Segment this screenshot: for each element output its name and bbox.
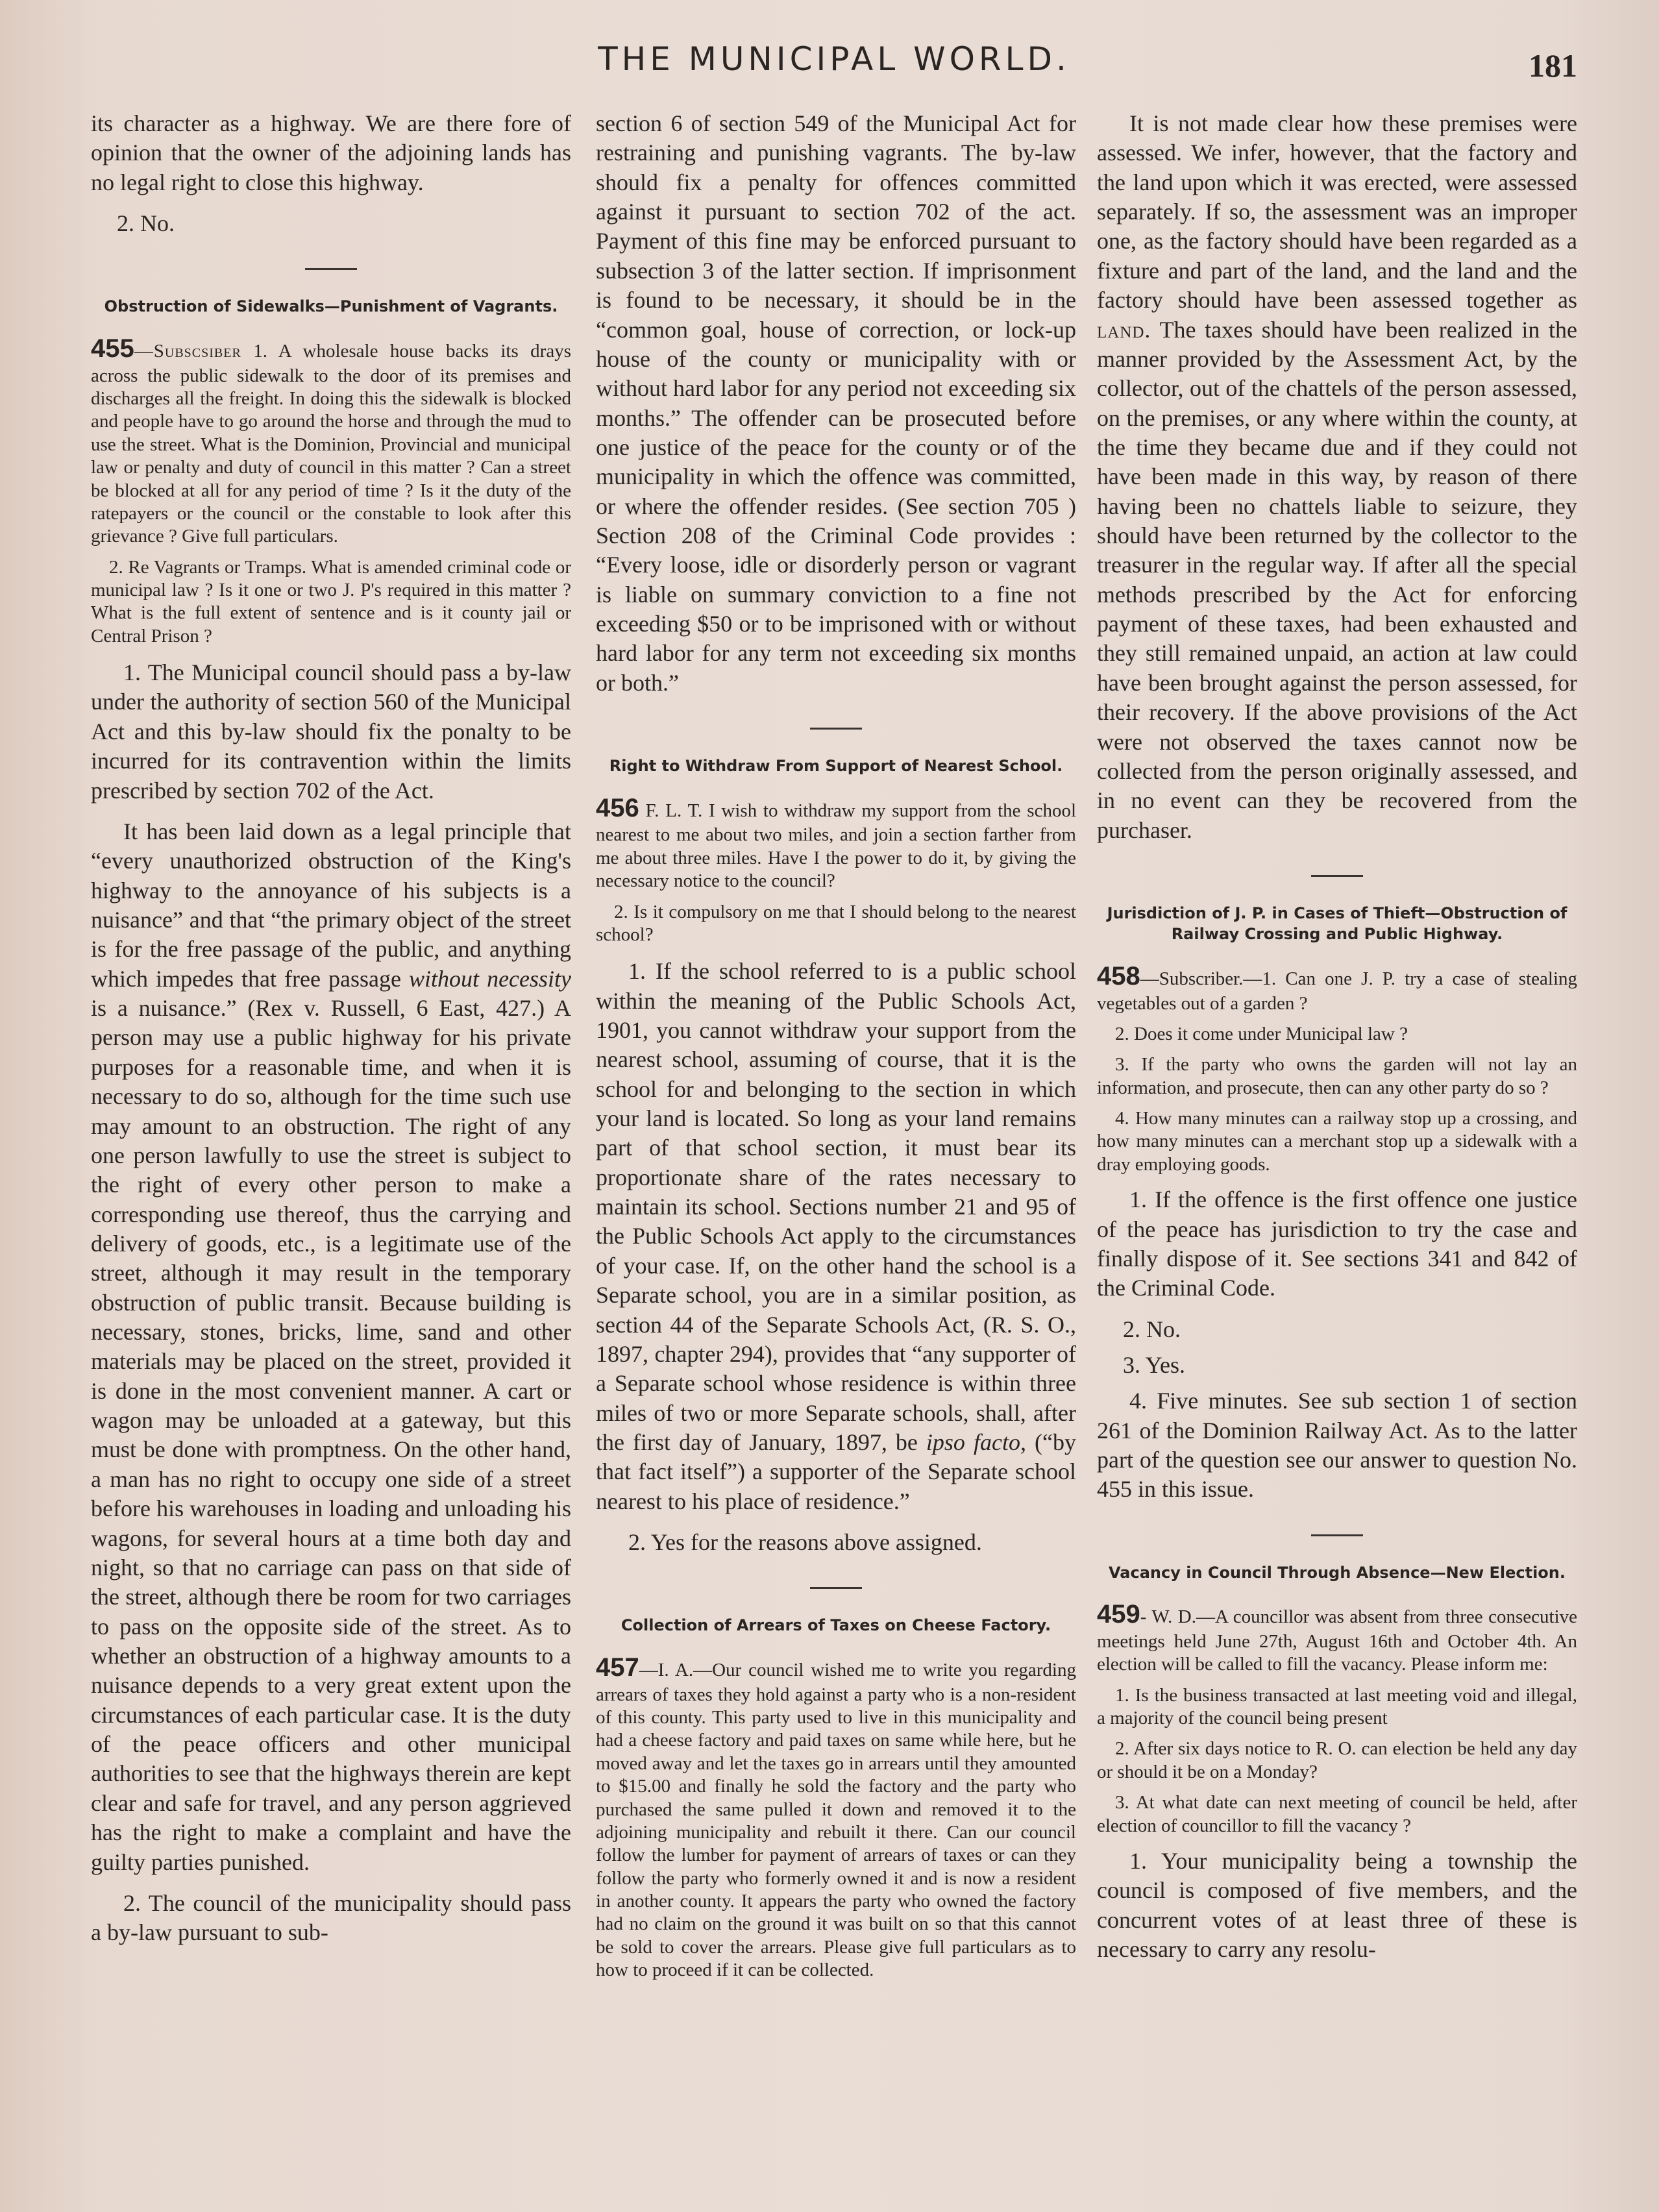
question-458-part-3: 3. If the party who owns the garden will not lay an information, and prosecute, then can any other party do so ? <box>1097 1054 1577 1098</box>
emphasis-text: without necessity <box>409 965 572 992</box>
answer-455-1: 1. The Municipal council should pass a by-law under the authority of section 560 of the Municipal Act and this by-law should fix the ponalty to be incurred for its contravention within the limits prescribed by section 702 of the Act. <box>91 659 571 804</box>
question-459-part-2: 1. Is the business transacted at last meeting void and illegal, a majority of the council being present <box>1097 1684 1577 1729</box>
answer-458-1: 1. If the offence is the first offence one justice of the peace has jurisdiction to try the case and finally dispose of it. See sections 341 and 842 of the Criminal Code. <box>1097 1186 1577 1301</box>
question-text: 1. A wholesale house backs its drays across the public sidewalk to the door of its premises and discharges all the freight. In doing this the sidewalk is blocked and people have to go around the horse and through the mud to use the street. What is the Dominion, Provincial and municipal law or penalty and duty of council in this matter ? Can a street be blocked at all for any period of time ? Is it the duty of the ratepayers or the council or the constable to look after this grievance ? Give full particulars. <box>91 340 571 547</box>
running-head <box>91 40 1577 92</box>
column-1 <box>91 109 571 1948</box>
column-3 <box>1097 109 1577 1964</box>
answer-item: 2. No. <box>117 210 175 237</box>
answer-text: is a nuisance.” (Rex v. Russell, 6 East, 427.) A person may use a public highway for his private purposes for a reasonable time, and when it is necessary to do so, although for the time such use may amount to an obstruction. The right of any one person lawfully to use the street is subject to the right of every other person to make a corresponding use thereof, thus the carrying and delivery of goods, etc., is a legitimate use of the street, although it may result in the temporary obstruction of public transit. Because building is necessary, stones, bricks, lime, sand and other materials may be placed on the street, provided it is done in the most convenient manner. A cart or wagon may be unloaded at a gateway, but this must be done with promptness. On the other hand, a man has no right to occupy one side of a street before his warehouses in loading and unloading his wagons, for several hours at a time both day and night, so that no carriage can pass on that side of the street, although there be room for two carriages to pass on the opposite side of the street. As to whether an obstruction of a highway amounts to a nuisance depends to a very great extent upon the circumstances of each particular case. It is the duty of the peace officers and other municipal authorities to see that the highways therein are kept clear and safe for travel, and any person aggrieved has the right to make a complaint and have the guilty parties punished. <box>91 995 571 1875</box>
question-456-part-2: 2. Is it compulsory on me that I should belong to the nearest school? <box>596 901 1076 945</box>
section-divider <box>810 1587 862 1589</box>
question-458-part-2: 2. Does it come under Municipal law ? <box>1115 1023 1408 1044</box>
answer-455-2: 2. The council of the municipality should pass a by-law pursuant to sub- <box>91 1889 571 1946</box>
answer-455-discussion <box>91 817 571 1877</box>
answer-text: The taxes should have been realized in the manner provided by the Assessment Act, by the collector, out of the chattels of the person assessed, on the premises, or any where within the county, at the time they became due and if they could not have been made in this way, by reason of there having been no chattels liable to seizure, they should have been returned by the collector to the treasurer in the regular way. If after all the special methods prescribed by the Act for enforcing payment of these taxes, had been exhausted and they still remained unpaid, an action at law could have been brought against the person assessed, for their recovery. If the above provisions of the Act were not observed the taxes cannot now be collected from the person originally assessed, and in no event can they be recovered from the purchaser. <box>1097 316 1577 843</box>
column-2 <box>596 109 1076 1990</box>
section-heading-459: Vacancy in Council Through Absence—New Election. <box>1109 1563 1566 1582</box>
page-number: 181 <box>1529 47 1577 84</box>
question-number: 455 <box>91 334 134 363</box>
answer-456-2: 2. Yes for the reasons above assigned. <box>628 1529 982 1556</box>
question-458-part-4: 4. How many minutes can a railway stop up a crossing, and how many minutes can a merchant stop up a sidewalk with a dray employing goods. <box>1097 1108 1577 1175</box>
emphasis-text: ipso facto, <box>926 1429 1026 1455</box>
small-caps-text: land. <box>1097 316 1151 343</box>
section-divider <box>810 728 862 730</box>
answer-458-2: 2. No. <box>1123 1316 1181 1342</box>
section-divider <box>1311 1534 1363 1536</box>
question-sender: —Subscsiber <box>134 340 241 362</box>
answer-457 <box>1097 109 1577 845</box>
answer-458-3: 3. Yes. <box>1123 1351 1186 1378</box>
answer-text: (“by that fact itself”) a supporter of the Separate school nearest to his place of residence.” <box>596 1429 1077 1514</box>
question-459-part-3: 2. After six days notice to R. O. can election be held any day or should it be on a Monday? <box>1097 1738 1577 1782</box>
paragraph: section 6 of section 549 of the Municipal Act for restraining and punishing vagrants. The by-law should fix a penalty for offences committed against it pursuant to section 702 of the act. Payment of this fine may be enforced pursuant to subsection 3 of the latter section. If imprisonment is found to be necessary, it should be in the “common goal, house of correction, or lock-up house of the county or municipality with or without hard labor for any period not exceeding six months.” The offender can be prosecuted before one justice of the peace for the county or of the municipality in which the offence was committed, or where the offender resides. (See section 705 ) Section 208 of the Criminal Code provides : “Every loose, idle or disorderly person or vagrant is liable on summary conviction to a fine not exceeding $50 or to be imprisoned with or without hard labor for any term not exceeding six months or both.” <box>596 110 1076 696</box>
question-number: 457 <box>596 1653 639 1682</box>
question-459 <box>1097 1599 1577 1677</box>
section-heading-456: Right to Withdraw From Support of Nearest School. <box>609 757 1063 776</box>
answer-459-1: 1. Your municipality being a township the council is composed of five members, and the concurrent votes of at least three of these is necessary to carry any resolu- <box>1097 1847 1577 1963</box>
question-text: F. L. T. I wish to withdraw my support from the school nearest to me about two miles, and join a section farther from me about three miles. Have I the power to do it, by giving the necessary notice to the council? <box>596 800 1077 892</box>
question-455 <box>91 333 571 548</box>
question-text: - W. D.—A councillor was absent from three consecutive meetings held June 27th, August 16th and October 4th. An election will be called to fill the vacancy. Please inform me: <box>1097 1606 1577 1675</box>
question-455-part-2: 2. Re Vagrants or Tramps. What is amended criminal code or municipal law ? Is it one or two J. P's required in this matter ? What is the full extent of sentence and is it county jail or Central Prison ? <box>91 556 571 646</box>
section-heading-455: Obstruction of Sidewalks—Punishment of Vagrants. <box>104 297 558 316</box>
question-457 <box>596 1652 1076 1982</box>
journal-title: THE MUNICIPAL WORLD. <box>598 40 1070 78</box>
answer-text: It has been laid down as a legal principle that “every unauthorized obstruction of the King's highway to the annoyance of his subjects is a nuisance” and that “the primary object of the street is for the free passage of the public, and anything which impedes that free passage <box>91 818 571 992</box>
question-number: 459 <box>1097 1600 1140 1629</box>
question-458 <box>1097 961 1577 1015</box>
question-459-part-4: 3. At what date can next meeting of council be held, after election of councillor to fill the vacancy ? <box>1097 1792 1577 1836</box>
answer-458-4: 4. Five minutes. See sub section 1 of section 261 of the Dominion Railway Act. As to the latter part of the question see our answer to question No. 455 in this issue. <box>1097 1388 1577 1503</box>
section-heading-457: Collection of Arrears of Taxes on Cheese Factory. <box>621 1616 1051 1635</box>
question-number: 456 <box>596 793 639 822</box>
question-456 <box>596 793 1076 893</box>
answer-text: 1. If the school referred to is a public school within the meaning of the Public Schools Act, 1901, you cannot withdraw your support from the nearest school, assuming of course, that it is the school for and belonging to the section in which your land is located. So long as your land remains part of that school section, it must bear its proportionate share of the rates necessary to maintain its school. Sections number 21 and 95 of the Public Schools Act apply to the circumstances of your case. If, on the other hand the school is a Separate school, you are in a similar position, as section 44 of the Separate Schools Act, (R. S. O., 1897, chapter 294), provides that “any supporter of a Separate school whose residence is within three miles of two or more Separate schools, shall, after the first day of January, 1897, be <box>596 958 1076 1455</box>
section-heading-458: Jurisdiction of J. P. in Cases of Thieft—Obstruction of Railway Crossing and Public Highway. <box>1107 903 1567 944</box>
section-divider <box>1311 875 1363 877</box>
paragraph: its character as a highway. We are there fore of opinion that the owner of the adjoining lands has no legal right to close this highway. <box>91 110 571 195</box>
section-divider <box>305 268 357 270</box>
question-text: —Subscriber.—1. Can one J. P. try a case of stealing vegetables out of a garden ? <box>1097 968 1577 1014</box>
answer-456-1 <box>596 957 1076 1516</box>
question-number: 458 <box>1097 961 1140 990</box>
question-text: —I. A.—Our council wished me to write you regarding arrears of taxes they hold against a party who is a non-resident of this county. This party used to live in this municipality and had a cheese factory and paid taxes on same while here, but he moved away and let the taxes go in arrears until they amounted to $15.00 and finally he sold the factory and the party who purchased the same pulled it down and removed it to the adjoining municipality and rebuilt it there. Can our council follow the lumber for payment of arrears of taxes or can they follow the party who formerly owned it and is now a resident in another county. It appears the party who owned the factory had no claim on the ground it was built on so that this cannot be sold to cover the arrears. Please give full particulars as to how to proceed if it can be collected. <box>596 1659 1076 1981</box>
answer-text: It is not made clear how these premises were assessed. We infer, however, that the factory and the land upon which it was erected, were assessed separately. If so, the assessment was an improper one, as the factory should have been regarded as a fixture and part of the land, and the land and the factory should have been assessed together as <box>1097 110 1577 313</box>
